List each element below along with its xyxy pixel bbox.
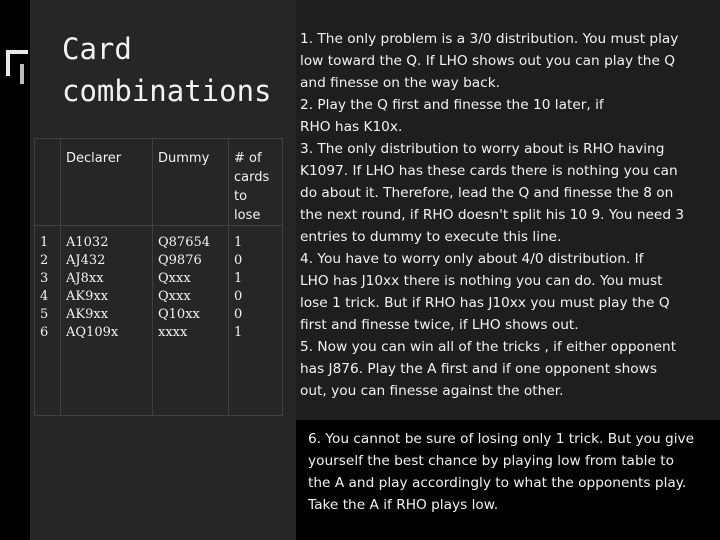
dummy-column [153, 226, 229, 416]
note-line: the A and play accordingly to what the opponents play. [308, 475, 687, 491]
title-line: combinations [62, 74, 272, 108]
slide-title [62, 28, 292, 112]
dummy-cell: Qxxx [158, 289, 191, 304]
note-line: LHO has J10xx there is nothing you can do. You must [300, 273, 663, 289]
note-line: 5. Now you can win all of the tricks , if either opponent [300, 339, 677, 355]
note-line: low toward the Q. If LHO shows out you can play the Q [300, 53, 675, 69]
title-line: Card [62, 32, 132, 66]
row-number: 1 [40, 235, 49, 250]
note-4 [300, 248, 716, 336]
declarer-cell: AQ109x [66, 325, 119, 340]
note-line: do about it. Therefore, lead the Q and finesse the 8 on [300, 185, 674, 201]
declarer-cell: AK9xx [66, 289, 109, 304]
note-line: K1097. If LHO has these cards there is nothing you can [300, 163, 678, 179]
lose-cell: 1 [234, 235, 243, 250]
note-line: out, you can finesse against the other. [300, 383, 564, 399]
declarer-cell: AJ432 [66, 253, 106, 268]
header-declarer: Declarer [61, 139, 153, 226]
note-line: has J876. Play the A first and if one opponent shows [300, 361, 657, 377]
header-dummy: Dummy [153, 139, 229, 226]
declarer-cell: A1032 [66, 235, 109, 250]
number-column [35, 226, 61, 416]
note-line: 1. The only problem is a 3/0 distribution. You must play [300, 31, 679, 47]
dummy-cell: Qxxx [158, 271, 191, 286]
row-number: 5 [40, 307, 49, 322]
lose-cell: 0 [234, 289, 243, 304]
header-cards-to-lose [229, 139, 283, 226]
lose-cell: 1 [234, 271, 243, 286]
table-body-row [35, 226, 283, 416]
header-line: # of [234, 151, 262, 166]
lose-cell: 1 [234, 325, 243, 340]
table-header-row [35, 139, 283, 226]
note-line: RHO has K10x. [300, 119, 403, 135]
dummy-cell: Q10xx [158, 307, 200, 322]
note-line: 6. You cannot be sure of losing only 1 trick. But you give [308, 431, 695, 447]
row-number: 4 [40, 289, 49, 304]
corner-bar-decoration [20, 64, 24, 84]
dummy-cell: xxxx [158, 325, 188, 340]
note-line: 2. Play the Q first and finesse the 10 later, if [300, 97, 604, 113]
row-number: 3 [40, 271, 49, 286]
declarer-cell: AK9xx [66, 307, 109, 322]
combinations-table [34, 138, 283, 416]
note-line: entries to dummy to execute this line. [300, 229, 562, 245]
header-line: cards [234, 170, 270, 185]
lose-cell: 0 [234, 253, 243, 268]
header-line: lose [234, 208, 261, 223]
note-line: lose 1 trick. But if RHO has J10xx you must play the Q [300, 295, 670, 311]
dummy-cell: Q9876 [158, 253, 202, 268]
declarer-column [61, 226, 153, 416]
row-number: 6 [40, 325, 49, 340]
note-1 [300, 28, 716, 94]
note-line: 4. You have to worry only about 4/0 distribution. If [300, 251, 644, 267]
note-line: first and finesse twice, if LHO shows out. [300, 317, 579, 333]
explanation-note-6 [308, 428, 718, 516]
cards-to-lose-column [229, 226, 283, 416]
note-3 [300, 138, 716, 248]
note-line: the next round, if RHO doesn't split his 10 9. You need 3 [300, 207, 685, 223]
header-number [35, 139, 61, 226]
explanation-notes [300, 28, 716, 402]
row-number: 2 [40, 253, 49, 268]
note-6 [308, 428, 718, 516]
note-line: Take the A if RHO plays low. [308, 497, 499, 513]
note-line: yourself the best chance by playing low from table to [308, 453, 674, 469]
note-5 [300, 336, 716, 402]
lose-cell: 0 [234, 307, 243, 322]
header-line: to [234, 189, 248, 204]
corner-bracket-decoration [6, 54, 10, 76]
note-line: and finesse on the way back. [300, 75, 500, 91]
declarer-cell: AJ8xx [66, 271, 104, 286]
note-line: 3. The only distribution to worry about is RHO having [300, 141, 665, 157]
dummy-cell: Q87654 [158, 235, 211, 250]
note-2 [300, 94, 716, 138]
